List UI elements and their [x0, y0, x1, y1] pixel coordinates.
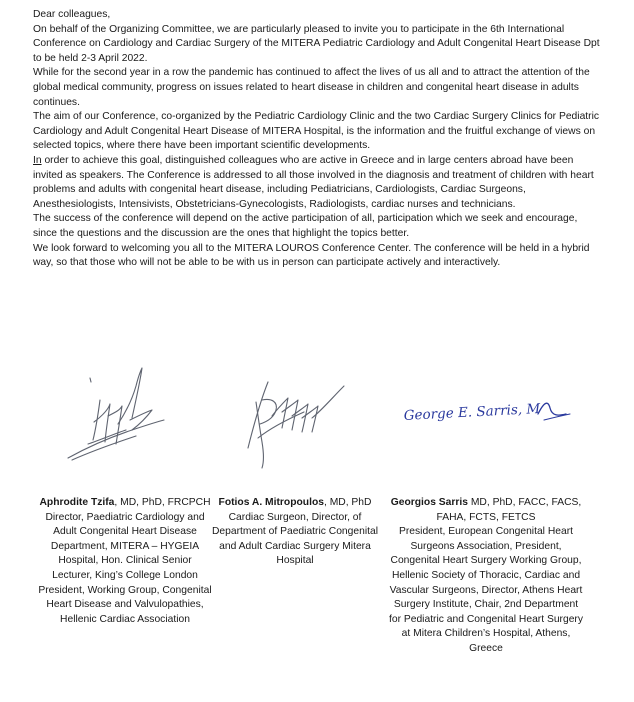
author-title: President, European Congenital Heart Surgeons Association, President, Congenital Heart Surgery Working Group, Hellenic Society of Thoracic, Cardiac and Vascular Surgeons, Director, Athens Heart Surgery Institute, Chair, 2nd Department for Pediatric and Congenital Heart Surgery at Mitera Children’s Hospital, Athens, Greece — [388, 526, 584, 654]
paragraph-speakers — [33, 154, 603, 212]
author-tzifa-heading — [38, 496, 212, 511]
paragraph-invitation: On behalf of the Organizing Committee, we are particularly pleased to invite you to participate in the 6th International Conference on Cardiology and Cardiac Surgery of the MITERA Pediatric Cardiology and Adult Congenital Heart Disease Dpt to be held 2-3 April 2022. — [33, 23, 600, 64]
author-title: Cardiac Surgeon, Director, of Department of Paediatric Congenital and Adult Cardiac Surgery Mitera Hospital — [212, 511, 378, 567]
author-mitropoulos — [208, 496, 382, 569]
author-title-2: President, Working Group, Congenital Heart Disease and Valvulopathies, Hellenic Cardiac Association — [38, 584, 212, 625]
author-name: Georgios Sarris — [390, 497, 468, 508]
paragraph-welcome: We look forward to welcoming you all to the MITERA LOUROS Conference Center. The conference will be held in a hybrid way, so that those who will not be able to be with us in person can participate actively and interactively. — [33, 242, 590, 269]
author-sarris — [388, 496, 584, 657]
underlined-word: In — [33, 154, 42, 166]
author-mitropoulos-heading — [208, 496, 382, 511]
author-credentials: MD, PhD, FACC, FACS, FAHA, FCTS, FETCS — [436, 497, 582, 523]
signature-tzifa — [60, 360, 170, 470]
signature-sarris-text: George E. Sarris, M — [403, 400, 541, 424]
signature-mitropoulos — [238, 372, 358, 472]
invitation-letter — [33, 8, 603, 271]
author-name: Fotios A. Mitropoulos — [218, 497, 324, 508]
paragraph-speakers-text: order to achieve this goal, distinguished colleagues who are active in Greece and in large centers abroad have been invited as speakers. The Conference is addressed to all those involved in the diagnosis and treatment of children with heart problems and adults with congenital heart disease, including Pediatricians, Cardiologists, Cardiac Surgeons, Anesthesiologists, Intensivists, Obstetricians-Gynecologists, Radiologists, cardiac nurses and technicians. — [33, 154, 594, 210]
author-credentials: , MD, PhD, FRCPCH — [114, 497, 211, 508]
author-sarris-heading — [388, 496, 584, 525]
paragraph-participation: The success of the conference will depend on the active participation of all, participation which we seek and encourage, since the questions and the discussion are the ones that highlight the topics better. — [33, 213, 578, 239]
paragraph-aim: The aim of our Conference, co-organized by the Pediatric Cardiology Clinic and the two Cardiac Surgery Clinics for Pediatric Cardiology and Adult Congenital Heart Disease of MITERA Hospital, is the information and the fruitful exchange of views on selected topics, where there have been important scientific developments. — [33, 111, 600, 152]
paragraph-pandemic: While for the second year in a row the pandemic has continued to affect the lives of us all and to attract the attention of the global medical community, progress on issues related to heart disease in children and congenital heart disease in adults continues. — [33, 67, 590, 108]
author-title: Director, Paediatric Cardiology and Adult Congenital Heart Disease Department, MITERA – HYGEIA Hospital, Hon. Clinical Senior Lecturer, King’s College London — [45, 511, 205, 581]
author-name: Aphrodite Tzifa — [39, 497, 115, 508]
signature-sarris — [400, 394, 580, 434]
salutation: Dear colleagues, — [33, 9, 111, 20]
author-credentials: , MD, PhD — [323, 497, 372, 508]
author-tzifa — [38, 496, 212, 627]
